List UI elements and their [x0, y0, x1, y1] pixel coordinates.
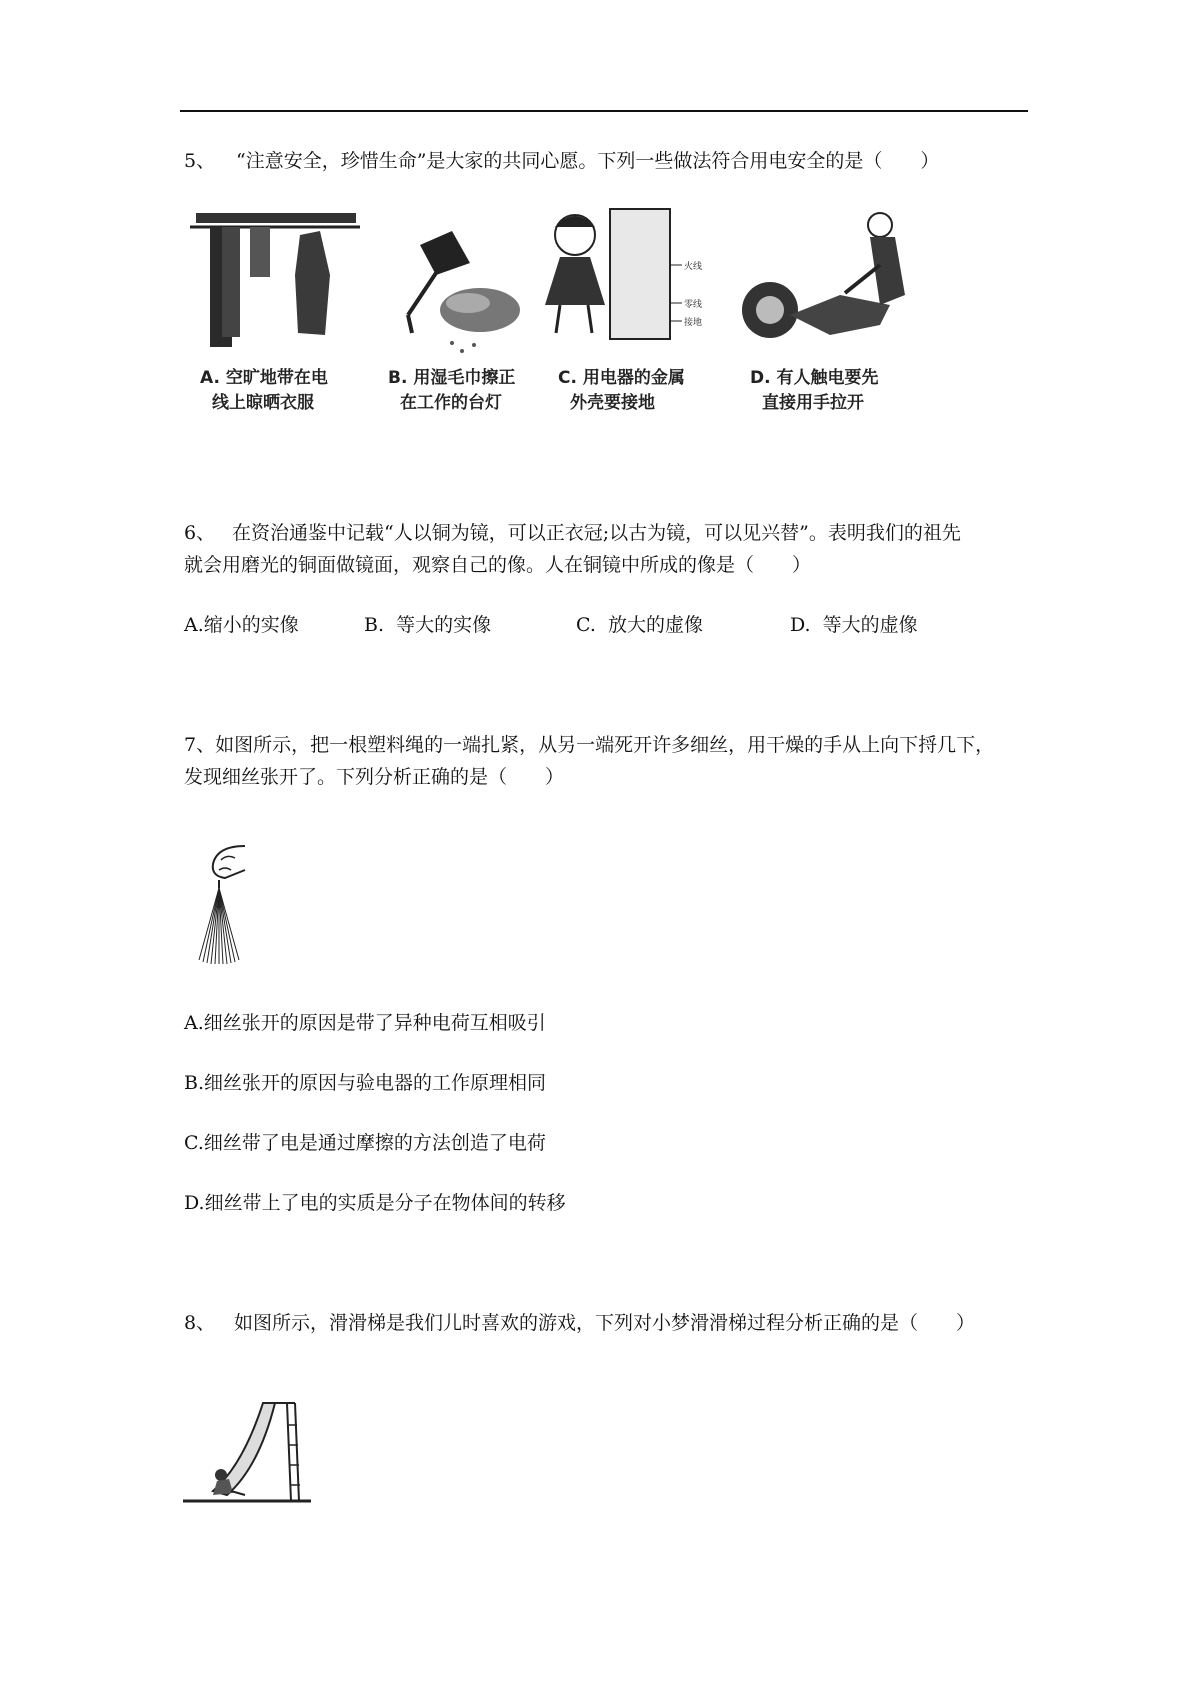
q7-stem-line1: 7、如图所示，把一根塑料绳的一端扎紧，从另一端死开许多细丝，用干燥的手从上向下捋几下，	[184, 734, 995, 756]
q6-number: 6、	[184, 522, 216, 544]
panel-c-caption-line2: 外壳要接地	[570, 393, 655, 413]
q5-figure-safety-images	[190, 205, 990, 420]
q8-number: 8、	[184, 1312, 216, 1334]
q7-stem-line2: 发现细丝张开了。下列分析正确的是（ ）	[184, 766, 565, 788]
label-live-wire: 火线	[684, 262, 703, 272]
panel-a-clothes-on-wire	[190, 213, 360, 413]
label-ground-wire: 接地	[684, 318, 703, 328]
panel-d-electric-shock-rescue	[742, 213, 905, 413]
q5-number: 5、	[184, 150, 216, 172]
panel-b-lamp-wet-towel	[388, 231, 520, 413]
q6-stem-line1: 在资治通鉴中记载“人以铜为镜，可以正衣冠;以古为镜，可以见兴替”。表明我们的祖先	[232, 522, 961, 544]
q6-option-b: B. 等大的实像	[364, 614, 492, 636]
panel-b-caption-line2: 在工作的台灯	[400, 393, 502, 413]
label-neutral-wire: 零线	[684, 300, 703, 310]
q5-stem: “注意安全，珍惜生命”是大家的共同心愿。下列一些做法符合用电安全的是（ ）	[236, 150, 940, 172]
q7-figure-hand-strands	[195, 840, 275, 970]
q7-option-a: A.细丝张开的原因是带了异种电荷互相吸引	[184, 1012, 546, 1034]
q6-option-a: A.缩小的实像	[184, 614, 299, 636]
q8-figure-slide	[183, 1395, 313, 1510]
q6-stem-line2: 就会用磨光的铜面做镜面，观察自己的像。人在铜镜中所成的像是（ ）	[184, 554, 812, 576]
q7-option-c: C.细丝带了电是通过摩擦的方法创造了电荷	[184, 1132, 546, 1154]
q8-stem: 如图所示，滑滑梯是我们儿时喜欢的游戏，下列对小梦滑滑梯过程分析正确的是（ ）	[234, 1312, 976, 1334]
panel-c-caption-line1: C. 用电器的金属	[558, 368, 685, 388]
q6-option-c: C. 放大的虚像	[576, 614, 703, 636]
panel-d-caption-line2: 直接用手拉开	[762, 393, 864, 413]
panel-b-caption-line1: B. 用湿毛巾擦正	[388, 368, 516, 388]
q6-option-d: D. 等大的虚像	[790, 614, 918, 636]
header-rule	[180, 110, 1028, 112]
panel-a-caption-line2: 线上晾晒衣服	[212, 393, 314, 413]
panel-c-grounded-appliance	[545, 209, 702, 413]
q7-option-b: B.细丝张开的原因与验电器的工作原理相同	[184, 1072, 547, 1094]
panel-a-caption-line1: A. 空旷地带在电	[200, 368, 328, 388]
q7-option-d: D.细丝带上了电的实质是分子在物体间的转移	[184, 1192, 566, 1214]
panel-d-caption-line1: D. 有人触电要先	[750, 368, 879, 388]
